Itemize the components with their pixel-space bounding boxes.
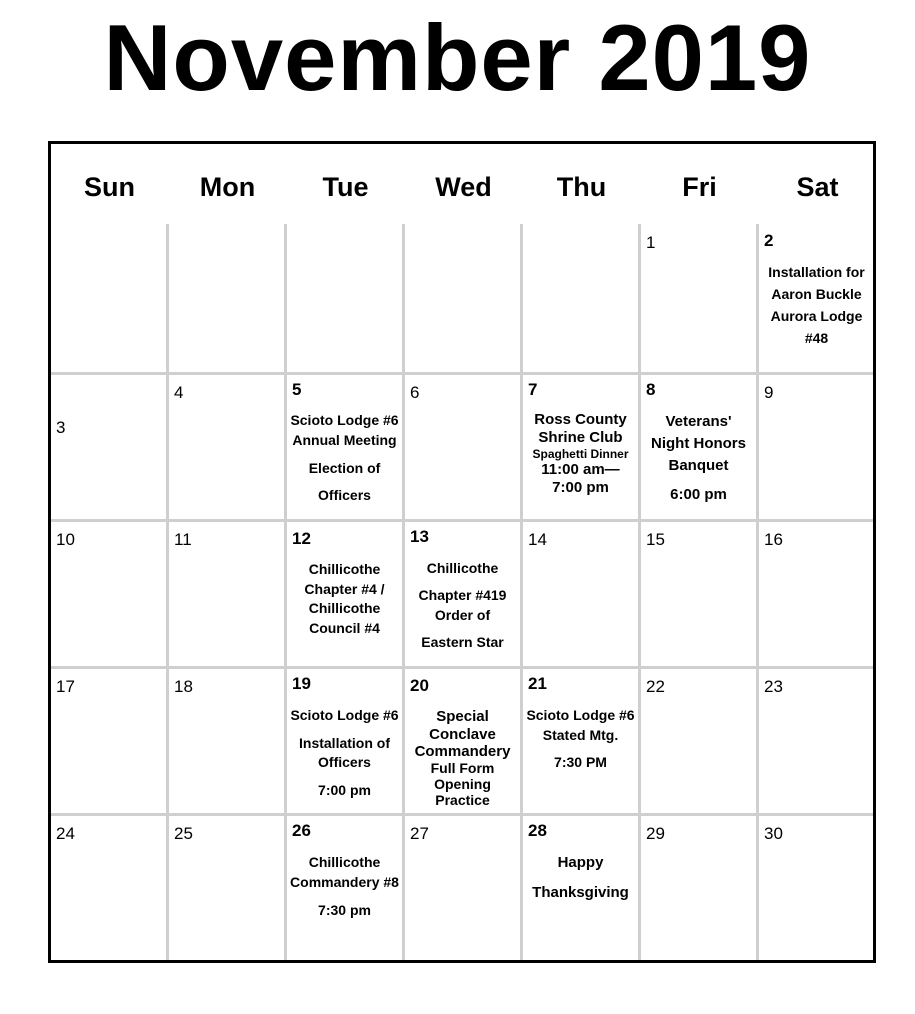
day-cell-9[interactable] xyxy=(759,375,874,520)
day-cell-10[interactable] xyxy=(51,522,166,667)
day-cell-2[interactable] xyxy=(759,225,874,370)
day-cell-20[interactable] xyxy=(405,669,520,814)
day-number: 20 xyxy=(410,676,429,695)
event-line: Commandery xyxy=(414,743,511,760)
day-number: 17 xyxy=(56,677,75,696)
day-number: 12 xyxy=(292,529,311,548)
event-line: 7:00 pm xyxy=(552,479,609,496)
day-number: 14 xyxy=(528,530,547,549)
day-number: 21 xyxy=(528,674,547,693)
event-line: 7:30 PM xyxy=(554,754,607,770)
day-cell-15[interactable] xyxy=(641,522,756,667)
day-cell-14[interactable] xyxy=(523,522,638,667)
event-line: Conclave xyxy=(429,726,496,743)
day-cell-19[interactable] xyxy=(287,669,402,814)
event-line: 7:30 pm xyxy=(318,902,371,918)
day-number: 18 xyxy=(174,677,193,696)
event-line: 6:00 pm xyxy=(670,486,727,503)
event-line: 11:00 am— xyxy=(541,461,620,478)
day-number: 23 xyxy=(764,677,783,696)
day-cell-24[interactable] xyxy=(51,816,166,961)
event-line: Night Honors xyxy=(651,435,746,452)
event-line: Banquet xyxy=(668,457,729,474)
event-line: Thanksgiving xyxy=(532,884,629,901)
day-cell-30[interactable] xyxy=(759,816,874,961)
day-number: 26 xyxy=(292,821,311,840)
event-line: Eastern Star xyxy=(421,634,504,650)
event-line: Installation of xyxy=(299,735,390,751)
event-line: Special xyxy=(436,708,489,725)
event-line: Scioto Lodge #6 xyxy=(290,412,399,428)
day-cell-1[interactable] xyxy=(641,225,756,370)
day-number: 27 xyxy=(410,824,429,843)
day-cell-17[interactable] xyxy=(51,669,166,814)
day-number: 7 xyxy=(528,380,538,399)
day-cell-8[interactable] xyxy=(641,375,756,520)
event-line: Full Form xyxy=(430,760,495,776)
day-cell-3[interactable] xyxy=(51,375,166,520)
day-number: 2 xyxy=(764,231,774,250)
calendar-grid xyxy=(48,141,876,963)
day-number: 6 xyxy=(410,383,420,402)
day-header-wed: Wed xyxy=(435,172,492,202)
event-line: Happy xyxy=(557,854,604,871)
event-line: 7:00 pm xyxy=(318,782,371,798)
event-line: Aaron Buckle xyxy=(771,286,862,302)
day-cell-27[interactable] xyxy=(405,816,520,961)
event-line: Opening xyxy=(434,776,491,792)
event-line: Chillicothe xyxy=(426,560,499,576)
day-cell-22[interactable] xyxy=(641,669,756,814)
event-line: Chapter #4 / xyxy=(304,581,385,597)
event-line: Officers xyxy=(318,754,371,770)
day-cell-13[interactable] xyxy=(405,522,520,667)
event-line: Commandery #8 xyxy=(290,874,399,890)
day-number: 3 xyxy=(56,418,66,437)
day-number: 9 xyxy=(764,383,774,402)
event-line: Scioto Lodge #6 xyxy=(290,707,399,723)
day-header-thu: Thu xyxy=(556,172,607,202)
event-line: Order of xyxy=(434,607,491,623)
day-number: 16 xyxy=(764,530,783,549)
day-cell-29[interactable] xyxy=(641,816,756,961)
event-line: Election of xyxy=(308,460,381,476)
day-number: 25 xyxy=(174,824,193,843)
day-cell-6[interactable] xyxy=(405,375,520,520)
day-number: 5 xyxy=(292,380,302,399)
day-number: 15 xyxy=(646,530,665,549)
event-line: Chapter #419 xyxy=(418,587,507,603)
day-number: 30 xyxy=(764,824,783,843)
event-line: Stated Mtg. xyxy=(542,727,619,743)
day-cell-18[interactable] xyxy=(169,669,284,814)
day-cell-16[interactable] xyxy=(759,522,874,667)
event-line: Spaghetti Dinner xyxy=(532,447,629,461)
day-header-tue: Tue xyxy=(322,172,369,202)
event-line: Chillicothe xyxy=(308,600,381,616)
day-number: 19 xyxy=(292,674,311,693)
day-cell-25[interactable] xyxy=(169,816,284,961)
day-number: 1 xyxy=(646,233,656,252)
event-line: Ross County xyxy=(534,411,627,428)
day-cell-4[interactable] xyxy=(169,375,284,520)
event-line: Officers xyxy=(318,487,371,503)
day-cell-12[interactable] xyxy=(287,522,402,667)
day-cell-23[interactable] xyxy=(759,669,874,814)
day-number: 22 xyxy=(646,677,665,696)
day-cell-11[interactable] xyxy=(169,522,284,667)
day-number: 28 xyxy=(528,821,547,840)
day-cell-21[interactable] xyxy=(523,669,638,814)
day-header-sat: Sat xyxy=(796,172,839,202)
day-cell-7[interactable] xyxy=(523,375,638,520)
event-line: Scioto Lodge #6 xyxy=(526,707,635,723)
day-number: 24 xyxy=(56,824,75,843)
day-header-mon: Mon xyxy=(199,172,256,202)
event-line: Chillicothe xyxy=(308,561,381,577)
day-cell-26[interactable] xyxy=(287,816,402,961)
event-line: Council #4 xyxy=(309,620,380,636)
calendar-title: November 2019 xyxy=(103,5,812,110)
day-header-sun: Sun xyxy=(84,172,135,202)
day-number: 10 xyxy=(56,530,75,549)
event-line: Chillicothe xyxy=(308,854,381,870)
event-line: #48 xyxy=(804,330,829,346)
event-line: Shrine Club xyxy=(538,429,623,446)
event-line: Veterans' xyxy=(665,413,732,430)
day-number: 29 xyxy=(646,824,665,843)
day-cell-5[interactable] xyxy=(287,375,402,520)
event-line: Installation for xyxy=(768,264,865,280)
event-line: Annual Meeting xyxy=(292,432,397,448)
day-number: 13 xyxy=(410,527,429,546)
day-number: 4 xyxy=(174,383,184,402)
day-number: 8 xyxy=(646,380,656,399)
day-cell-28[interactable] xyxy=(523,816,638,961)
event-line: Practice xyxy=(435,792,490,808)
day-number: 11 xyxy=(174,530,192,549)
event-line: Aurora Lodge xyxy=(770,308,863,324)
day-header-fri: Fri xyxy=(682,172,717,202)
